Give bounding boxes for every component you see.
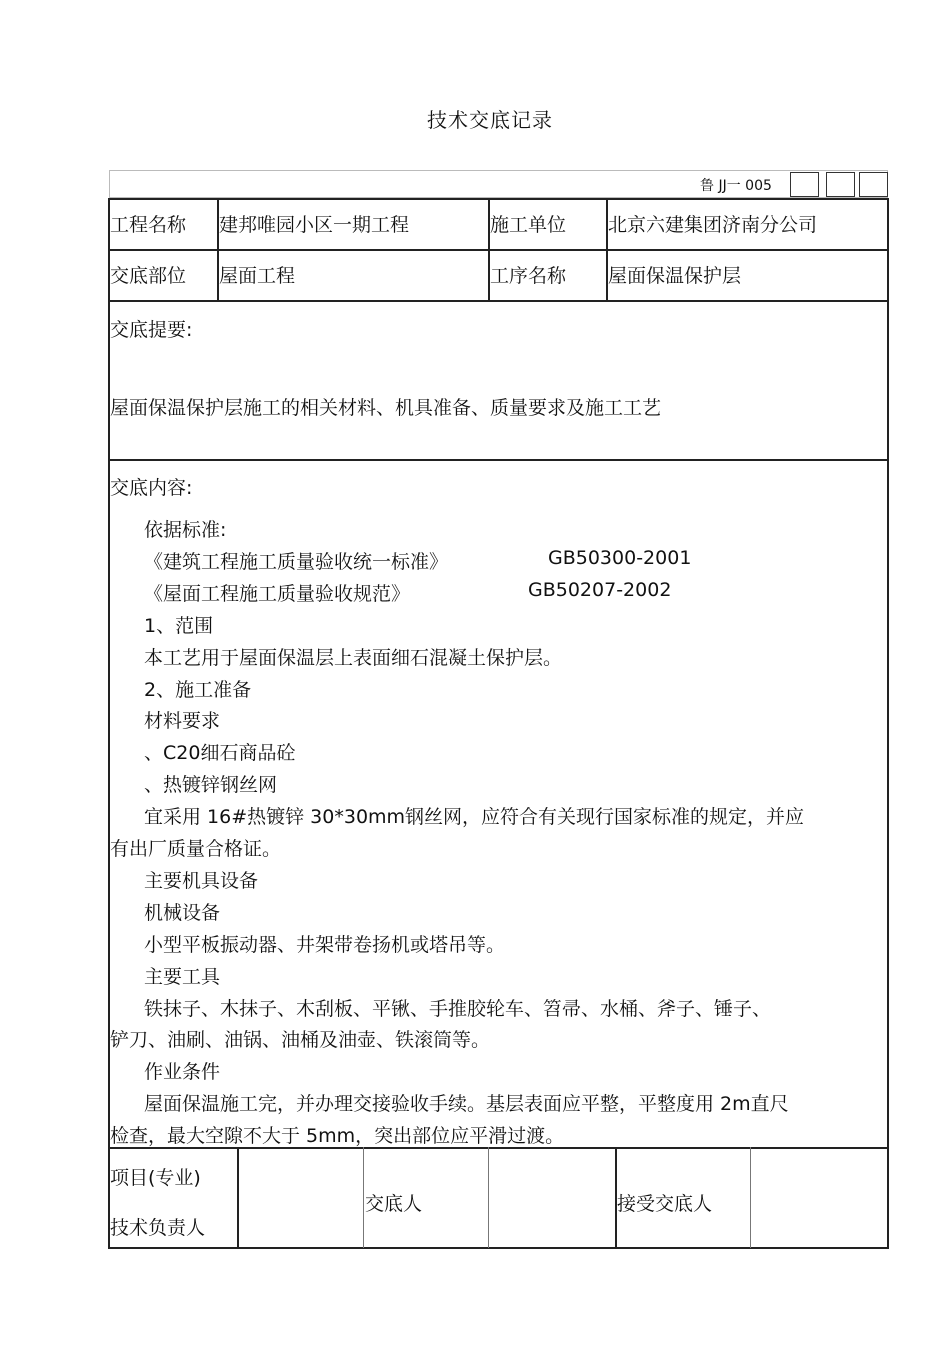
summary-text: 屋面保温保护层施工的相关材料、机具准备、质量要求及施工工艺 [110,397,662,419]
standard-code: GB50207-2002 [528,578,672,601]
content-label: 交底内容: [110,477,193,499]
content-line: 《建筑工程施工质量验收统一标准》 [144,550,449,573]
contractor-value: 北京六建集团济南分公司 [608,214,818,236]
footer-divider-1 [237,1147,239,1248]
content-line: 小型平板振动器、井架带卷扬机或塔吊等。 [144,933,506,956]
part-value: 屋面工程 [219,265,296,287]
footer-divider-2 [363,1147,364,1248]
content-line: 机械设备 [144,901,221,924]
process-value: 屋面保温保护层 [608,265,742,287]
content-line: 屋面保温施工完，并办理交接验收手续。基层表面应平整，平整度用 2m直尺 [144,1093,789,1116]
lead-label-line2: 技术负责人 [110,1217,206,1239]
project-name-label: 工程名称 [110,214,187,236]
content-line: 主要机具设备 [144,869,259,892]
content-line: 有出厂质量合格证。 [110,838,282,860]
content-line: 作业条件 [144,1061,221,1084]
table-border-bottom [108,1247,889,1249]
table-border-left [108,198,110,1249]
summary-label: 交底提要: [110,319,193,341]
row-divider-2 [108,300,889,302]
row-divider-3 [108,459,889,461]
standard-code: GB50300-2001 [548,546,692,569]
content-line: 主要工具 [144,965,221,988]
code-box-3 [859,172,888,197]
form-code-bar [109,170,888,198]
receiver-label: 接受交底人 [617,1193,713,1215]
page-title: 技术交底记录 [427,108,553,132]
content-line: 本工艺用于屋面保温层上表面细石混凝土保护层。 [144,646,563,669]
content-line: 《屋面工程施工质量验收规范》 [144,582,411,605]
content-line: 宜采用 16#热镀锌 30*30mm钢丝网，应符合有关现行国家标准的规定，并应 [144,806,805,829]
contractor-label: 施工单位 [490,214,567,236]
content-line: 铁抹子、木抹子、木刮板、平锹、手推胶轮车、笤帚、水桶、斧子、锤子、 [144,997,772,1020]
row-divider-1 [108,249,889,251]
code-box-1 [790,172,819,197]
content-line: 、热镀锌钢丝网 [144,774,278,797]
content-line: 1、范围 [144,614,214,637]
content-line: 2、施工准备 [144,678,252,701]
lead-label-line1: 项目(专业) [110,1167,201,1189]
content-line: 依据标准: [144,519,227,541]
process-label: 工序名称 [490,265,567,287]
footer-divider-5 [750,1147,751,1248]
content-line: 铲刀、油刷、油锅、油桶及油壶、铁滚筒等。 [110,1029,491,1052]
code-box-2 [826,172,855,197]
content-line: 、C20细石商品砼 [144,742,296,765]
content-line: 材料要求 [144,710,221,733]
project-name-value: 建邦唯园小区一期工程 [219,214,410,236]
form-code: 鲁 JJ一 005 [700,178,772,194]
table-border-top [108,198,889,200]
table-border-right [887,198,889,1249]
footer-divider-3 [488,1147,489,1248]
content-line: 检查，最大空隙不大于 5mm，突出部位应平滑过渡。 [110,1125,565,1148]
part-label: 交底部位 [110,265,187,287]
discloser-label: 交底人 [365,1193,423,1215]
